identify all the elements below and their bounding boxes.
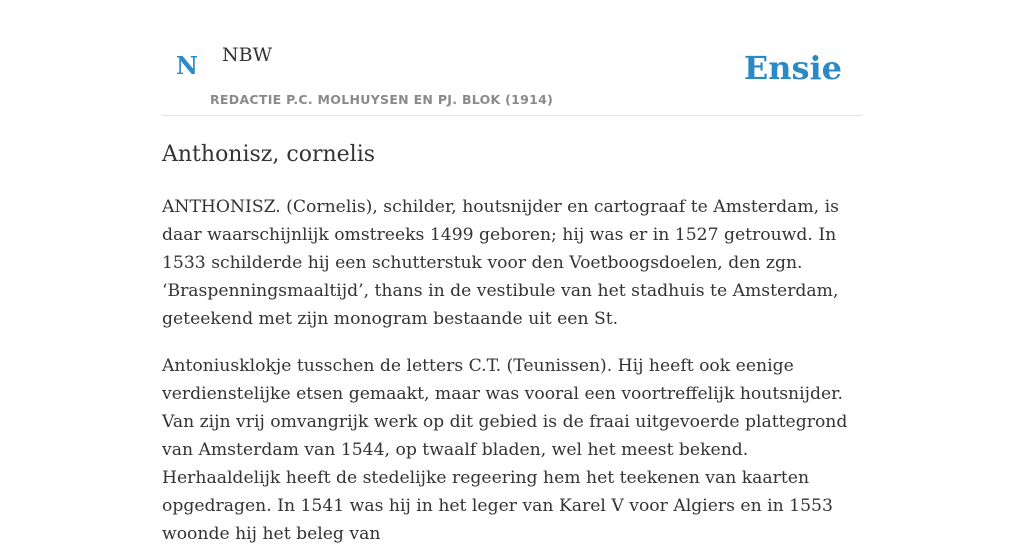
article	[162, 140, 862, 548]
source-logo-letter[interactable]: N	[176, 51, 198, 80]
brand-logo[interactable]: Ensie	[743, 49, 842, 87]
article-paragraph: ANTHONISZ. (Cornelis), schilder, houtsnijder en cartograaf te Amsterdam, is daar waarschijnlijk omstreeks 1499 geboren; hij was er in 1527 getrouwd. In 1533 schilderde hij een schutterstuk voor den Voetboogsdoelen, den zgn. ‘Braspenningsmaaltijd’, thans in de vestibule van het stadhuis te Amsterdam, geteekend met zijn monogram bestaande uit een St.	[162, 197, 839, 329]
site-header	[162, 0, 862, 116]
source-abbreviation[interactable]: NBW	[222, 44, 273, 66]
article-paragraph: Antoniusklokje tusschen de letters C.T. (Teunissen). Hij heeft ook eenige verdienstelijke etsen gemaakt, maar was vooral een voortreffelijk houtsnijder. Van zijn vrij omvangrijk werk op dit gebied is de fraai uitgevoerde plattegrond van Amsterdam van 1544, op twaalf bladen, wel het meest bekend. Herhaaldelijk heeft de stedelijke regeering hem het teekenen van kaarten opgedragen. In 1541 was hij in het leger van Karel V voor Algiers en in 1553 woonde hij het beleg van	[162, 356, 848, 544]
article-title: Anthonisz, cornelis	[162, 142, 376, 167]
source-credit: REDACTIE P.C. MOLHUYSEN EN PJ. BLOK (1914)	[210, 92, 554, 107]
